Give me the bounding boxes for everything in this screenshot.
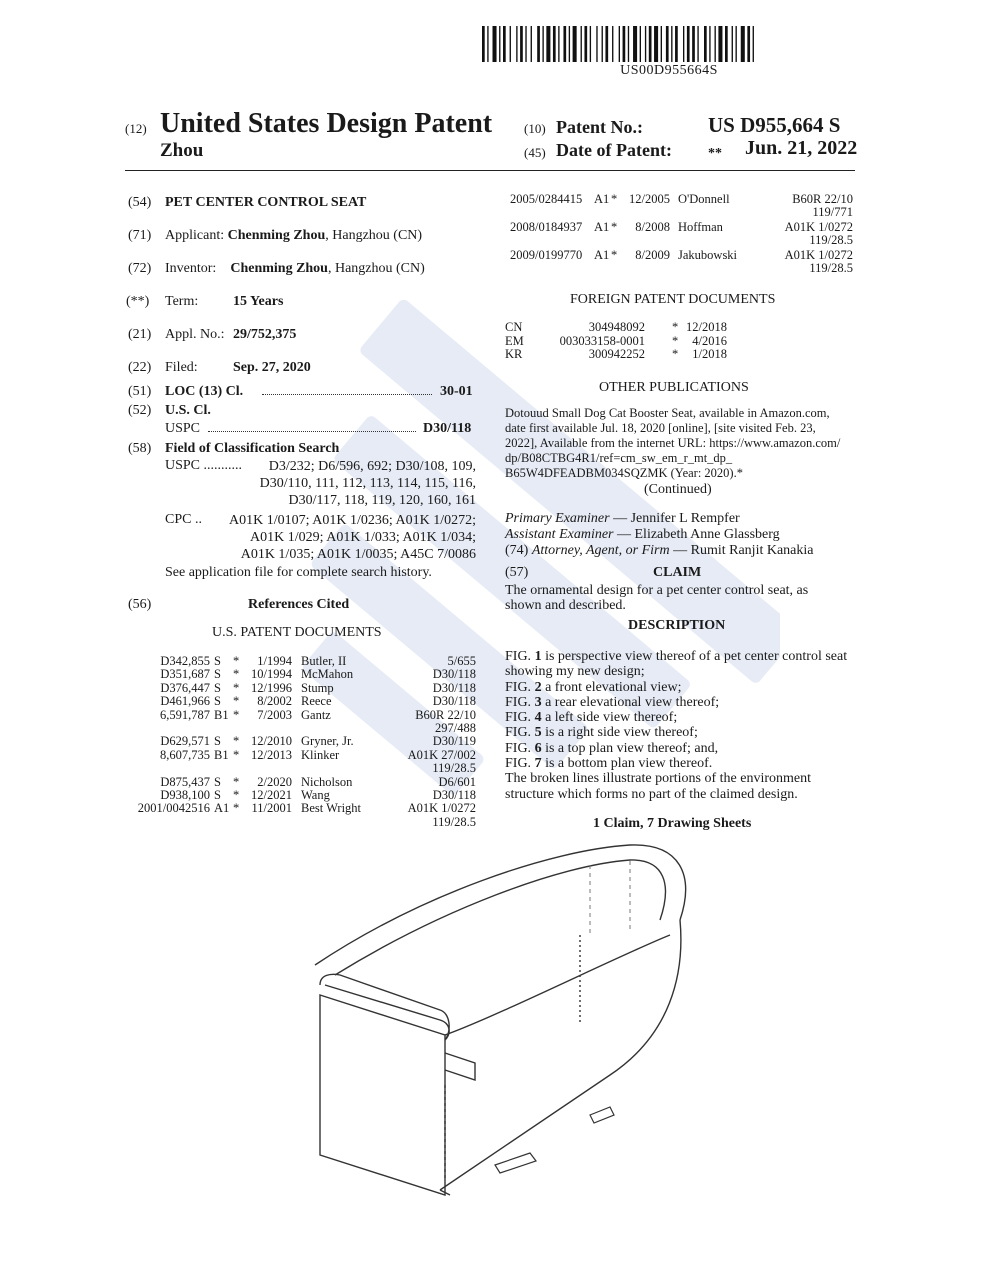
barcode-bar — [612, 26, 613, 62]
code-57: (57) — [505, 565, 529, 580]
field-of-search-label: Field of Classification Search — [165, 441, 340, 456]
barcode-bar — [482, 26, 485, 62]
barcode-bar — [493, 26, 497, 62]
ref-kind: S — [214, 694, 221, 709]
barcode-bar — [725, 26, 728, 62]
barcode-bar — [683, 26, 684, 62]
ref-name: Jakubowski — [678, 247, 738, 262]
fig-prefix: FIG. — [505, 756, 535, 772]
barcode-bar — [671, 26, 672, 62]
ref-kind: S — [214, 680, 221, 695]
barcode-bar — [542, 26, 543, 62]
fig-text: is a bottom plan view thereof. — [541, 756, 713, 772]
code-12: (12) — [125, 121, 147, 136]
fig-prefix: FIG. — [505, 710, 535, 726]
cpc-label: CPC .. — [165, 512, 202, 527]
foreign-star: * — [672, 320, 679, 334]
ref-class: D30/118 — [432, 788, 476, 802]
barcode-bar — [741, 26, 745, 62]
barcode-bar — [753, 26, 754, 62]
ref-date: 12/2010 — [251, 734, 292, 749]
ref-star: * — [233, 734, 240, 749]
ref-number: D342,855 — [160, 654, 210, 668]
ref-kind: B1 — [214, 747, 229, 762]
figure-description-line — [505, 725, 855, 740]
ref-date: 12/2013 — [251, 747, 292, 762]
ref-name: Butler, II — [301, 654, 347, 668]
ref-class-cont: 119/28.5 — [809, 233, 853, 248]
barcode-bar — [732, 26, 733, 62]
barcode-bar — [709, 26, 710, 62]
barcode-bar — [531, 26, 532, 62]
header-rule — [125, 170, 855, 171]
code-21: (21) — [128, 327, 152, 342]
ref-kind: B1 — [214, 707, 229, 722]
barcode-bar — [553, 26, 556, 62]
claim-heading: CLAIM — [653, 565, 702, 580]
cpc-classes: A01K 1/0107; A01K 1/0236; A01K 1/0272; A01K 1/029; A01K 1/033; A01K 1/034; A01K 1/035; A01K 1/0035; A45C 7/0086 — [229, 513, 476, 562]
uspc-search-classes: D3/232; D6/596, 692; D30/108, 109, D30/110, 111, 112, 113, 114, 115, 116, D30/117, 118, 119, 120, 160, 161 — [259, 459, 476, 508]
ref-name: Gantz — [301, 707, 331, 722]
ref-kind: A1 — [594, 192, 610, 206]
leader-dots — [262, 394, 432, 395]
ref-kind: A1 — [594, 247, 610, 262]
fig-text: is a top plan view thereof; and, — [541, 740, 719, 756]
figure-description-line — [505, 680, 855, 695]
ref-class: A01K 1/0272 — [407, 801, 476, 816]
ref-name: O'Donnell — [678, 192, 730, 206]
barcode-bar — [736, 26, 737, 62]
foreign-date: 12/2018 — [686, 320, 727, 334]
ref-star: * — [233, 788, 240, 802]
fig-prefix: FIG. — [505, 740, 535, 756]
ref-number: D461,966 — [160, 694, 210, 709]
ref-number: 8,607,735 — [160, 747, 210, 762]
ref-number: D938,100 — [160, 788, 210, 802]
us-patent-documents-heading: U.S. PATENT DOCUMENTS — [212, 625, 382, 640]
ref-class-cont: 119/28.5 — [432, 761, 476, 776]
ref-number: D629,571 — [160, 734, 210, 749]
ref-star: * — [611, 192, 618, 206]
ref-number: D875,437 — [160, 774, 210, 789]
primary-examiner: Primary Examiner — Jennifer L Rempfer — [505, 511, 740, 526]
code-52: (52) — [128, 403, 152, 418]
ref-name: Gryner, Jr. — [301, 734, 354, 749]
document-type: United States Design Patent — [160, 108, 493, 139]
barcode-bar — [569, 26, 570, 62]
figure-description-line — [505, 741, 855, 756]
barcode-number: US00D955664S — [620, 63, 718, 78]
search-history-note: See application file for complete search history. — [165, 565, 432, 580]
barcode-bar — [584, 26, 587, 62]
invention-title: PET CENTER CONTROL SEAT — [165, 195, 367, 210]
ref-kind: S — [214, 788, 221, 802]
figure-description-line — [505, 787, 855, 802]
filed-date: Sep. 27, 2020 — [233, 360, 311, 375]
fig-text: is a right side view thereof; — [541, 725, 698, 741]
foreign-cc: KR — [505, 347, 523, 362]
assistant-examiner: Assistant Examiner — Elizabeth Anne Glassberg — [505, 527, 780, 542]
loc-label: LOC (13) Cl. — [165, 384, 244, 399]
ref-number: 6,591,787 — [160, 707, 210, 722]
ref-class-cont: 119/28.5 — [809, 261, 853, 275]
fig-prefix: FIG. — [505, 679, 535, 695]
applicant: Applicant: Chenming Zhou, Hangzhou (CN) — [165, 228, 423, 243]
ref-number: 2009/0199770 — [510, 247, 583, 262]
ref-date: 11/2001 — [251, 801, 292, 816]
ref-date: 12/1996 — [251, 680, 292, 695]
ref-class: D6/601 — [438, 774, 476, 789]
term-label: Term: — [165, 294, 199, 309]
ref-star: * — [233, 747, 240, 762]
barcode-bar — [581, 26, 582, 62]
ref-star: * — [233, 680, 240, 695]
foreign-number: 003033158-0001 — [559, 333, 645, 348]
code-22: (22) — [128, 360, 152, 375]
ref-date: 8/2008 — [635, 219, 670, 234]
ref-date: 12/2021 — [251, 788, 292, 802]
ref-star: * — [611, 219, 618, 234]
us-cl-label: U.S. Cl. — [165, 403, 211, 418]
other-publication-entry: Dotouud Small Dog Cat Booster Seat, available in Amazon.com, date first available Jul. 18, 2020 [online], [site visited Feb. 23, 2022], Available from the internet URL: https://www.amazon.com/ dp/B08CTBG4R1/ref=cm_sw_em_r_mt_dp_ B65W4DFEADBM034SQZMK (Year: 2020).* — [505, 406, 841, 480]
barcode-bar — [602, 26, 603, 62]
ref-class: B60R 22/10 — [415, 707, 476, 722]
ref-class-cont: 119/28.5 — [432, 814, 476, 829]
barcode-bar — [718, 26, 722, 62]
fig-prefix: FIG. — [505, 725, 535, 741]
figure-descriptions — [505, 649, 855, 802]
foreign-number: 300942252 — [588, 347, 645, 362]
attorney: (74) Attorney, Agent, or Firm — Rumit Ranjit Kanakia — [505, 543, 814, 558]
figure-description-line — [505, 649, 855, 664]
ref-class: D30/118 — [432, 694, 476, 709]
fig-number: 2 — [534, 679, 542, 695]
barcode-bar — [654, 26, 658, 62]
fig-text: The broken lines illustrate portions of the environment — [505, 771, 811, 787]
fig-number: 5 — [534, 725, 542, 741]
ref-class: B60R 22/10 — [792, 192, 853, 206]
ref-class: A01K 27/002 — [407, 747, 476, 762]
ref-star: * — [233, 707, 240, 722]
foreign-star: * — [672, 347, 679, 362]
foreign-date: 4/2016 — [692, 333, 727, 348]
foreign-cc: CN — [505, 320, 523, 334]
fig-text: a rear elevational view thereof; — [541, 694, 720, 710]
barcode-bar — [623, 26, 626, 62]
fig-number: 1 — [534, 649, 542, 664]
ref-name: Reece — [301, 694, 332, 709]
leader-dots — [208, 431, 416, 432]
barcode-bar — [640, 26, 641, 62]
barcode-bar — [558, 26, 559, 62]
continued-note: (Continued) — [644, 482, 712, 497]
code-54: (54) — [128, 195, 152, 210]
ref-kind: A1 — [594, 219, 610, 234]
design-drawing — [300, 835, 860, 1205]
fig-number: 4 — [534, 710, 542, 726]
foreign-star: * — [672, 333, 679, 348]
barcode-bar — [596, 26, 597, 62]
ref-star: * — [233, 694, 240, 709]
barcode-bar — [499, 26, 500, 62]
ref-date: 12/2005 — [629, 192, 670, 206]
barcode-bar — [666, 26, 669, 62]
barcode-bar — [503, 26, 506, 62]
barcode-bar — [563, 26, 566, 62]
ref-number: 2001/0042516 — [137, 801, 210, 816]
barcode-bar — [747, 26, 750, 62]
code-72: (72) — [128, 261, 152, 276]
barcode-bar — [619, 26, 620, 62]
code-71: (71) — [128, 228, 152, 243]
ref-kind: A1 — [214, 801, 230, 816]
ref-star: * — [233, 654, 240, 668]
ref-number: D376,447 — [160, 680, 210, 695]
claim-text: The ornamental design for a pet center control seat, as shown and described. — [505, 583, 809, 613]
ref-class: A01K 1/0272 — [784, 247, 853, 262]
fig-text: a front elevational view; — [541, 679, 682, 695]
fig-number: 7 — [534, 756, 542, 772]
ref-class: D30/119 — [432, 734, 476, 749]
ref-number: 2005/0284415 — [510, 192, 583, 206]
code-45: (45) — [524, 145, 546, 160]
barcode-bar — [645, 26, 646, 62]
barcode-bar — [590, 26, 591, 62]
inventor-surname: Zhou — [160, 140, 204, 161]
ref-date: 8/2009 — [635, 247, 670, 262]
ref-name: McMahon — [301, 667, 354, 682]
barcode — [482, 26, 856, 62]
ref-kind: S — [214, 734, 221, 749]
fig-text: showing my new design; — [505, 664, 645, 680]
ref-kind: S — [214, 654, 221, 668]
ref-date: 10/1994 — [251, 667, 292, 682]
ref-name: Klinker — [301, 747, 340, 762]
fig-text: a left side view thereof; — [541, 710, 678, 726]
ref-class: D30/118 — [432, 667, 476, 682]
term-value: 15 Years — [233, 294, 284, 309]
barcode-bar — [697, 26, 698, 62]
uspc-value: D30/118 — [423, 421, 472, 436]
figure-description-line — [505, 756, 855, 771]
code-58: (58) — [128, 441, 152, 456]
date-of-patent-label: Date of Patent: — [556, 140, 672, 160]
inventor: Inventor: Chenming Zhou, Hangzhou (CN) — [165, 261, 425, 276]
barcode-bar — [633, 26, 637, 62]
barcode-bar — [628, 26, 629, 62]
ref-class: A01K 1/0272 — [784, 219, 853, 234]
figure-description-line — [505, 710, 855, 725]
ref-name: Wang — [301, 788, 330, 802]
ref-star: * — [233, 774, 240, 789]
barcode-bar — [649, 26, 652, 62]
other-publications-heading: OTHER PUBLICATIONS — [599, 380, 749, 395]
ref-name: Hoffman — [678, 219, 723, 234]
barcode-bar — [510, 26, 511, 62]
barcode-bar — [687, 26, 690, 62]
code-term: (**) — [126, 294, 150, 309]
ref-class-cont: 297/488 — [435, 721, 476, 735]
foreign-date: 1/2018 — [692, 347, 727, 362]
ref-number: D351,687 — [160, 667, 210, 682]
barcode-bar — [573, 26, 577, 62]
patent-number-label: Patent No.: — [556, 117, 643, 137]
date-marker: ** — [708, 146, 722, 161]
description-heading: DESCRIPTION — [628, 618, 726, 633]
foreign-number: 304948092 — [588, 320, 645, 334]
ref-kind: S — [214, 774, 221, 789]
code-51: (51) — [128, 384, 152, 399]
barcode-bar — [605, 26, 608, 62]
figure-description-line — [505, 664, 855, 679]
ref-name: Nicholson — [301, 774, 353, 789]
loc-value: 30-01 — [440, 384, 473, 399]
ref-name: Best Wright — [301, 801, 362, 816]
fig-number: 6 — [534, 740, 542, 756]
ref-class: 5/655 — [447, 654, 476, 668]
foreign-docs-heading: FOREIGN PATENT DOCUMENTS — [570, 292, 776, 307]
ref-class: D30/118 — [432, 680, 476, 695]
code-56: (56) — [128, 597, 152, 612]
appl-label: Appl. No.: — [165, 327, 225, 342]
ref-star: * — [611, 247, 618, 262]
ref-star: * — [233, 667, 240, 682]
fig-number: 3 — [534, 694, 542, 710]
barcode-bar — [661, 26, 662, 62]
barcode-bar — [546, 26, 550, 62]
fig-prefix: FIG. — [505, 694, 535, 710]
uspc-search-label: USPC ........... — [165, 458, 243, 473]
ref-kind: S — [214, 667, 221, 682]
barcode-bar — [525, 26, 526, 62]
claims-sheets: 1 Claim, 7 Drawing Sheets — [593, 816, 752, 831]
ref-class-cont: 119/771 — [812, 205, 853, 220]
ref-date: 2/2020 — [257, 774, 292, 789]
fig-prefix: FIG. — [505, 649, 535, 664]
barcode-bar — [487, 26, 488, 62]
ref-number: 2008/0184937 — [510, 219, 583, 234]
ref-date: 8/2002 — [257, 694, 292, 709]
uspc-label: USPC — [165, 421, 201, 436]
barcode-bar — [520, 26, 523, 62]
figure-description-line — [505, 771, 855, 786]
barcode-bar — [692, 26, 695, 62]
appl-number: 29/752,375 — [233, 327, 297, 342]
barcode-bar — [516, 26, 517, 62]
fig-text: is perspective view thereof of a pet center control seat — [541, 649, 848, 664]
barcode-bar — [537, 26, 540, 62]
patent-number: US D955,664 S — [708, 113, 841, 137]
barcode-bar — [675, 26, 678, 62]
foreign-cc: EM — [505, 333, 524, 348]
date-of-patent: Jun. 21, 2022 — [745, 137, 858, 159]
figure-description-line — [505, 695, 855, 710]
ref-star: * — [233, 801, 240, 816]
ref-date: 1/1994 — [257, 654, 292, 668]
ref-name: Stump — [301, 680, 334, 695]
fig-text: structure which forms no part of the claimed design. — [505, 786, 798, 802]
code-10: (10) — [524, 121, 546, 136]
ref-date: 7/2003 — [257, 707, 292, 722]
filed-label: Filed: — [165, 360, 198, 375]
references-cited-heading: References Cited — [248, 597, 350, 612]
barcode-bar — [704, 26, 707, 62]
barcode-bar — [715, 26, 716, 62]
